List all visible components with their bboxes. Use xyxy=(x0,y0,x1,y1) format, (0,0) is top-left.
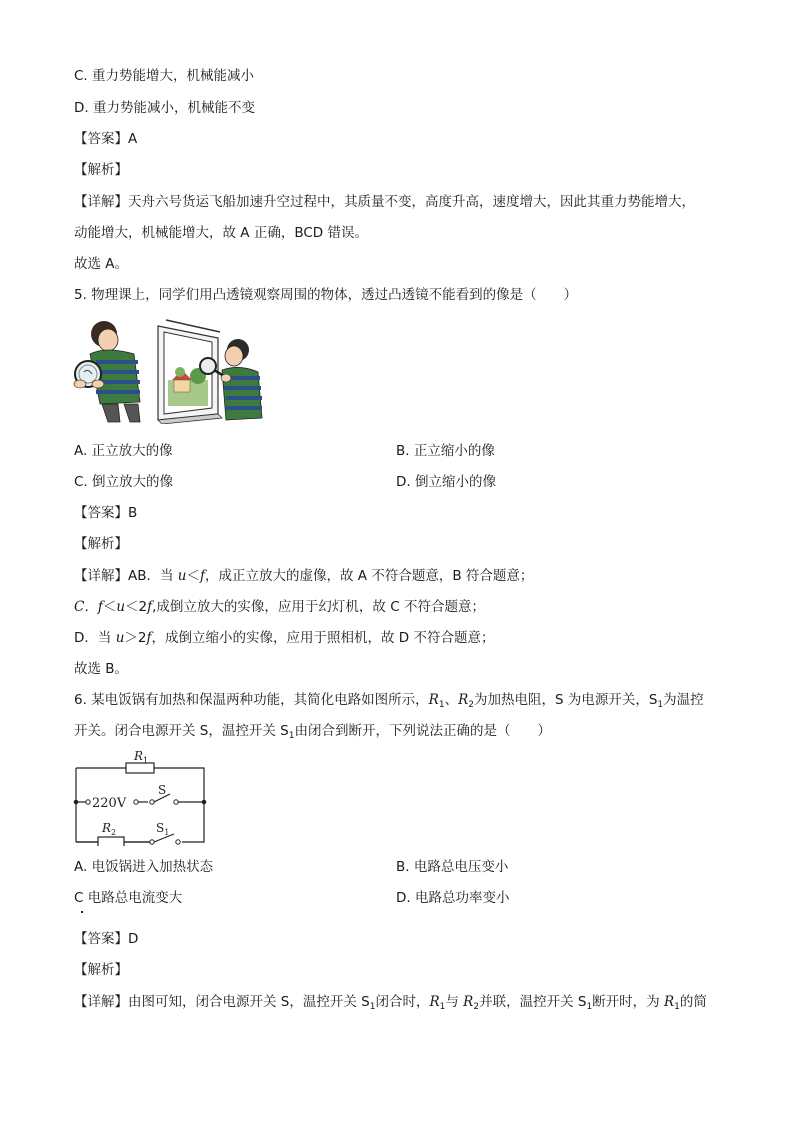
q6-answer: 【答案】D xyxy=(74,931,139,947)
q6-option-d: D. 电路总功率变小 xyxy=(396,890,510,906)
switch-s-pivot xyxy=(150,800,154,804)
junction-left xyxy=(74,800,79,805)
q5-analysis-title: 【解析】 xyxy=(74,536,128,552)
switch-s1-pivot xyxy=(150,840,154,844)
q5-illustration xyxy=(72,318,268,424)
terminal-right xyxy=(134,800,138,804)
q5-option-c: C. 倒立放大的像 xyxy=(74,474,174,490)
junction-right xyxy=(202,800,207,805)
label-voltage: 220V xyxy=(92,796,127,811)
switch-s-contact xyxy=(174,800,178,804)
stray-dot xyxy=(81,911,83,913)
q4-conclusion: 故选 A。 xyxy=(74,256,129,272)
label-r1: $R_1$ xyxy=(134,749,149,765)
q6-stem-line-1: 6. 某电饭锅有加热和保温两种功能，其简化电路如图所示，$R_1$、$R_2$为加热电阻，S 为电源开关，$S_1$为温控 xyxy=(74,692,704,710)
q5-option-b: B. 正立缩小的像 xyxy=(396,443,495,459)
q5-conclusion: 故选 B。 xyxy=(74,661,129,677)
q6-stem-line-2: 开关。闭合电源开关 S，温控开关 $S_1$由闭合到断开，下列说法正确的是（ ） xyxy=(74,723,551,741)
terminal-left xyxy=(86,800,90,804)
q4-detail-line-1: 【详解】天舟六号货运飞船加速升空过程中，其质量不变，高度升高，速度增大，因此其重力势能增大， xyxy=(74,194,695,210)
q4-option-d: D. 重力势能减小，机械能不变 xyxy=(74,100,255,116)
q4-option-c: C. 重力势能增大，机械能减小 xyxy=(74,68,255,84)
q5-detail-line-2: C．f＜u＜2f,成倒立放大的实像，应用于幻灯机，故 C 不符合题意； xyxy=(74,599,485,615)
q5-option-a: A. 正立放大的像 xyxy=(74,443,173,459)
label-switch-s: S xyxy=(158,783,167,797)
q6-option-b: B. 电路总电压变小 xyxy=(396,859,509,875)
q5-answer: 【答案】B xyxy=(74,505,138,521)
switch-s1-contact xyxy=(176,840,180,844)
r1-resistor xyxy=(126,763,154,773)
boy-with-magnifier-left xyxy=(74,321,140,422)
q4-answer: 【答案】A xyxy=(74,131,138,147)
q5-option-d: D. 倒立缩小的像 xyxy=(396,474,496,490)
q4-detail-line-2: 动能增大，机械能增大，故 A 正确，BCD 错误。 xyxy=(74,225,368,241)
q5-stem: 5. 物理课上，同学们用凸透镜观察周围的物体，透过凸透镜不能看到的像是（ ） xyxy=(74,287,578,303)
q5-detail-line-3: D．当 u＞2f，成倒立缩小的实像，应用于照相机，故 D 不符合题意； xyxy=(74,630,495,646)
label-switch-s1: $S_1$ xyxy=(156,821,170,837)
q6-circuit-diagram xyxy=(70,748,212,846)
q6-analysis-title: 【解析】 xyxy=(74,962,128,978)
q6-detail-line-1: 【详解】由图可知，闭合电源开关 S，温控开关 $S_1$闭合时，$R_1$与 $R_2$并联，温控开关 $S_1$断开时，为 $R_1$的简 xyxy=(74,994,707,1012)
r2-resistor xyxy=(98,837,124,846)
q4-analysis-title: 【解析】 xyxy=(74,162,128,178)
q5-detail-line-1: 【详解】AB．当 u＜f，成正立放大的虚像，故 A 不符合题意，B 符合题意； xyxy=(74,568,534,584)
q6-option-a: A. 电饭锅进入加热状态 xyxy=(74,859,214,875)
q6-option-c: C 电路总电流变大 xyxy=(74,890,183,906)
label-r2: $R_2$ xyxy=(102,821,117,837)
